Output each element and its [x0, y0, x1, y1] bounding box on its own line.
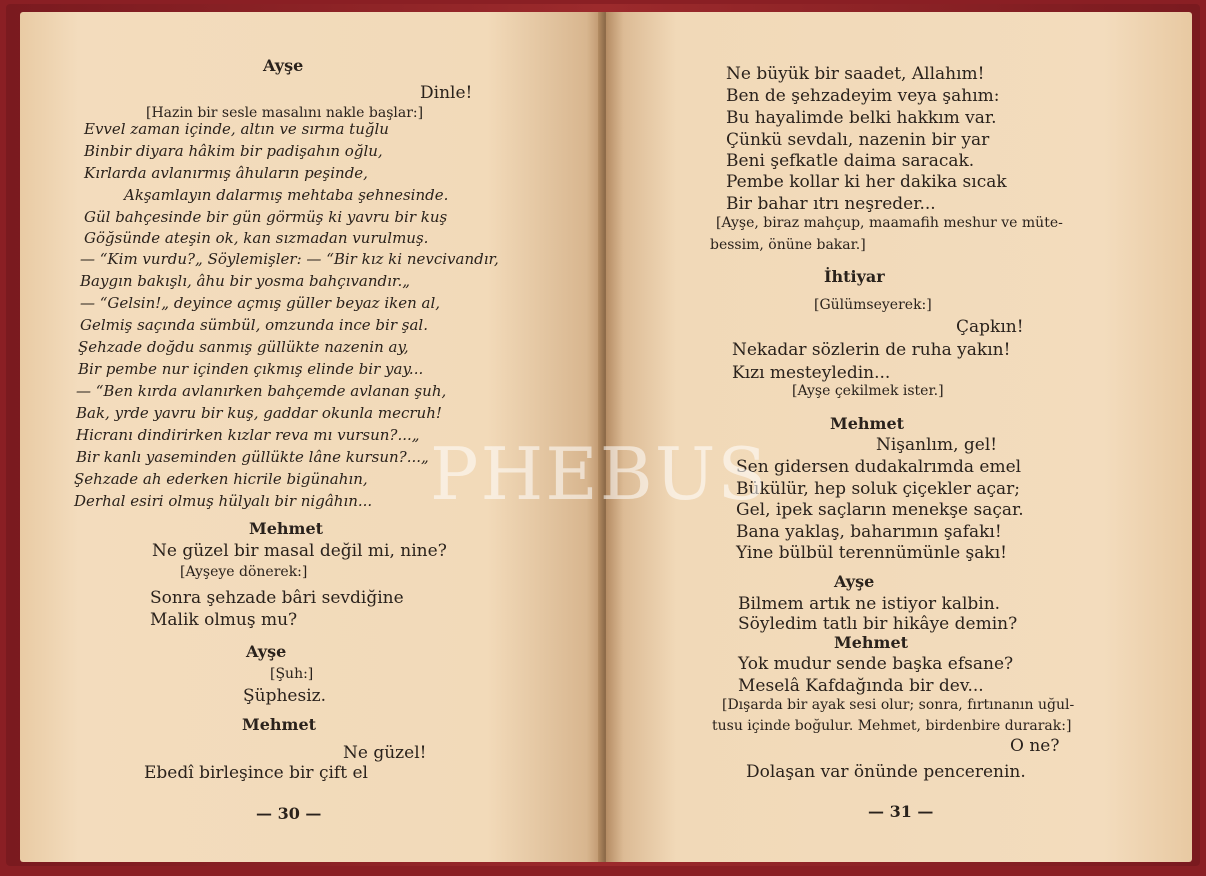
verse-line: Evvel zaman içinde, altın ve sırma tuğlu	[84, 120, 389, 138]
verse-line: O ne?	[1010, 736, 1060, 756]
verse-line: Akşamlayın dalarmış mehtaba şehnesinde.	[124, 186, 449, 204]
verse-line: Kızı mesteyledin...	[732, 363, 891, 383]
verse-line: Çünkü sevdalı, nazenin bir yar	[726, 130, 990, 150]
verse-line: Şehzade doğdu sanmış güllükte nazenin ay,	[78, 338, 409, 356]
verse-line: Bir kanlı yaseminden güllükte lâne kursun?...„	[76, 448, 429, 466]
verse-line: Bana yaklaş, baharımın şafakı!	[736, 522, 1002, 542]
verse-line: Beni şefkatle daima saracak.	[726, 151, 975, 171]
verse-line: — “Kim vurdu?„ Söylemişler: — “Bir kız ki nevcivandır,	[80, 250, 499, 268]
speaker-name: İhtiyar	[824, 267, 885, 286]
verse-line: Göğsünde ateşin ok, kan sızmadan vurulmuş.	[84, 229, 429, 247]
verse-line: Bir pembe nur içinden çıkmış elinde bir yay...	[78, 360, 424, 378]
verse-line: — “Ben kırda avlanırken bahçemde avlanan şuh,	[76, 382, 447, 400]
verse-line: Dolaşan var önünde pencerenin.	[746, 762, 1026, 782]
verse-line: — “Gelsin!„ deyince açmış güller beyaz iken al,	[80, 294, 441, 312]
stage-direction: [Hazin bir sesle masalını nakle başlar:]	[146, 105, 424, 121]
verse-line: Kırlarda avlanırmış âhuların peşinde,	[84, 164, 368, 182]
verse-line: Bu hayalimde belki hakkım var.	[726, 108, 997, 128]
verse-line: Söyledim tatlı bir hikâye demin?	[738, 614, 1018, 634]
verse-line: Bilmem artık ne istiyor kalbin.	[738, 594, 1001, 614]
stage-direction: bessim, önüne bakar.]	[710, 237, 866, 253]
verse-line: Gel, ipek saçların menekşe saçar.	[736, 500, 1024, 520]
verse-line: Bir bahar ıtrı neşreder...	[726, 194, 936, 214]
verse-line: Pembe kollar ki her dakika sıcak	[726, 172, 1007, 192]
verse-line: Nişanlım, gel!	[876, 435, 998, 455]
verse-line: Nekadar sözlerin de ruha yakın!	[732, 340, 1011, 360]
verse-line: Bak, yrde yavru bir kuş, gaddar okunla mecruh!	[76, 404, 442, 422]
verse-line: Sen gidersen dudakalrımda emel	[736, 457, 1022, 477]
speaker-name: Ayşe	[263, 56, 304, 75]
stage-direction: tusu içinde boğulur. Mehmet, birdenbire durarak:]	[712, 718, 1072, 734]
verse-line: Şüphesiz.	[243, 686, 327, 706]
verse-line: Binbir diyara hâkim bir padişahın oğlu,	[84, 142, 383, 160]
verse-line: Yine bülbül terennümünle şakı!	[736, 543, 1007, 563]
verse-line: Baygın bakışlı, âhu bir yosma bahçıvandır.„	[80, 272, 410, 290]
verse-line: Ne güzel!	[343, 743, 427, 763]
stage-direction: [Dışarda bir ayak sesi olur; sonra, fırtınanın uğul-	[722, 697, 1075, 713]
stage-direction: [Gülümseyerek:]	[814, 297, 932, 313]
verse-line: Gelmiş saçında sümbül, omzunda ince bir şal.	[80, 316, 428, 334]
speaker-name: Ayşe	[834, 572, 875, 591]
verse-line: Ne güzel bir masal değil mi, nine?	[152, 541, 447, 561]
watermark-text: PHEBUS	[430, 432, 769, 516]
speaker-name: Mehmet	[830, 414, 905, 433]
page-number: — 31 —	[868, 802, 934, 821]
speaker-name: Ayşe	[246, 642, 287, 661]
verse-line: Gül bahçesinde bir gün görmüş ki yavru bir kuş	[84, 208, 448, 226]
speaker-name: Mehmet	[249, 519, 324, 538]
stage-direction: [Ayşe çekilmek ister.]	[792, 383, 944, 399]
page-number: — 30 —	[256, 804, 322, 823]
verse-line: Malik olmuş mu?	[150, 610, 298, 630]
verse-line: Bükülür, hep soluk çiçekler açar;	[736, 479, 1021, 499]
verse-line: Derhal esiri olmuş hülyalı bir nigâhın...	[74, 492, 373, 510]
verse-line: Meselâ Kafdağında bir dev...	[738, 676, 984, 696]
verse-line: Ben de şehzadeyim veya şahım:	[726, 86, 1000, 106]
verse-line: Çapkın!	[956, 317, 1024, 337]
stage-direction: [Ayşeye dönerek:]	[180, 564, 308, 580]
stage-direction: [Ayşe, biraz mahçup, maamafih meshur ve müte-	[716, 215, 1063, 231]
speaker-name: Mehmet	[834, 633, 909, 652]
verse-line: Dinle!	[420, 83, 473, 103]
verse-line: Ebedî birleşince bir çift el	[144, 763, 368, 783]
verse-line: Yok mudur sende başka efsane?	[738, 654, 1014, 674]
verse-line: Sonra şehzade bâri sevdiğine	[150, 588, 404, 608]
stage-direction: [Şuh:]	[270, 666, 314, 682]
speaker-name: Mehmet	[242, 715, 317, 734]
book-spread	[6, 4, 1200, 866]
verse-line: Ne büyük bir saadet, Allahım!	[726, 64, 985, 84]
verse-line: Hicranı dindirirken kızlar reva mı vursun?...„	[76, 426, 420, 444]
verse-line: Şehzade ah ederken hicrile bigünahın,	[74, 470, 368, 488]
